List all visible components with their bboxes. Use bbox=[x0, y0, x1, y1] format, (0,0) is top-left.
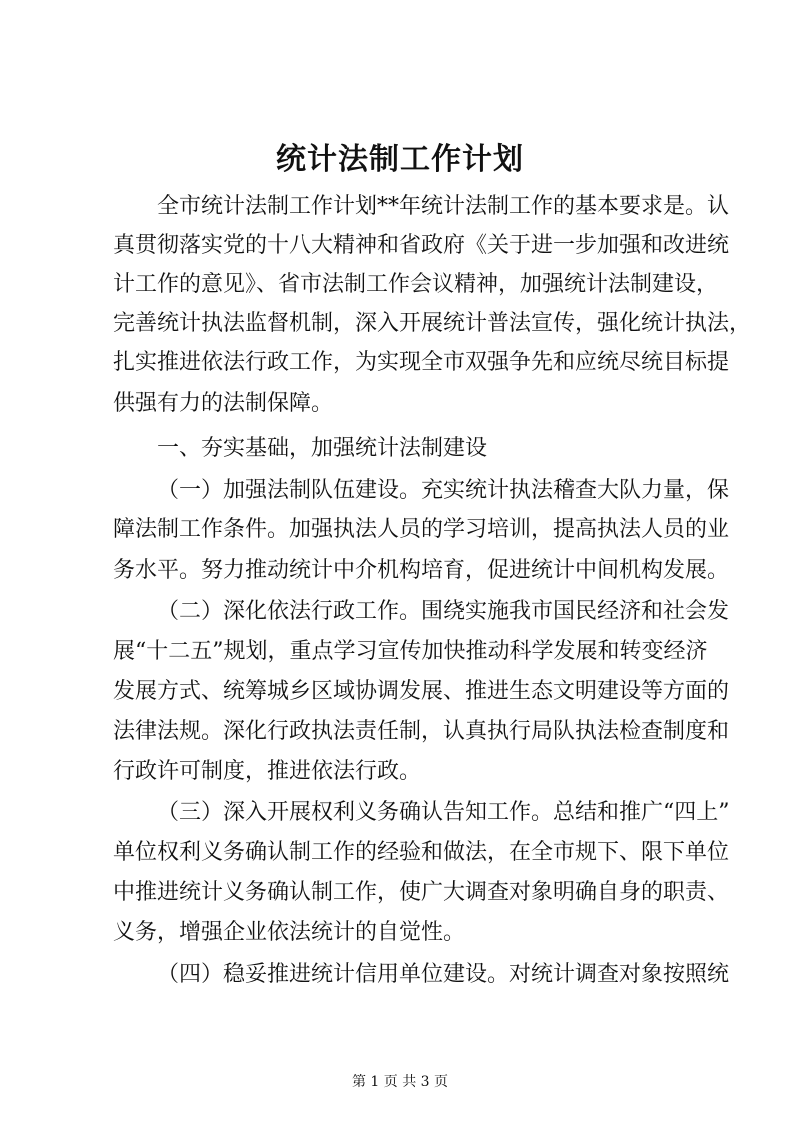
section-heading: 一、夯实基础，加强统计法制建设 bbox=[157, 436, 488, 461]
text-line: 发展方式、统筹城乡区域协调发展、推进生态文明建设等方面的 bbox=[113, 679, 730, 704]
text-line: （一）加强法制队伍建设。充实统计执法稽查大队力量，保 bbox=[157, 478, 730, 503]
text-line: 务水平。努力推动统计中介机构培育，促进统计中间机构发展。 bbox=[113, 558, 730, 583]
text-line: （三）深入开展权利义务确认告知工作。总结和推广“四上” bbox=[157, 800, 730, 825]
text-line: 障法制工作条件。加强执法人员的学习培训，提高执法人员的业 bbox=[113, 517, 730, 542]
text-line: 完善统计执法监督机制，深入开展统计普法宣传，强化统计执法， bbox=[113, 311, 752, 336]
text-line: 中推进统计义务确认制工作，使广大调查对象明确自身的职责、 bbox=[113, 880, 730, 905]
text-line: 展“十二五”规划，重点学习宣传加快推动科学发展和转变经济 bbox=[113, 639, 708, 664]
page-footer: 第 1 页 共 3 页 bbox=[351, 1074, 449, 1090]
text-line: （二）深化依法行政工作。围绕实施我市国民经济和社会发 bbox=[157, 599, 730, 624]
text-line: 供强有力的法制保障。 bbox=[113, 391, 334, 416]
text-line: 全市统计法制工作计划**年统计法制工作的基本要求是。认 bbox=[157, 194, 730, 219]
text-line: 扎实推进依法行政工作，为实现全市双强争先和应统尽统目标提 bbox=[113, 350, 730, 375]
document-title: 统计法制工作计划 bbox=[276, 142, 524, 177]
text-line: 行政许可制度，推进依法行政。 bbox=[113, 759, 422, 784]
text-line: （四）稳妥推进统计信用单位建设。对统计调查对象按照统 bbox=[157, 962, 730, 987]
text-line: 真贯彻落实党的十八大精神和省政府《关于进一步加强和改进统 bbox=[113, 233, 730, 258]
text-line: 计工作的意见》、省市法制工作会议精神，加强统计法制建设， bbox=[113, 272, 719, 297]
text-line: 义务，增强企业依法统计的自觉性。 bbox=[113, 920, 466, 945]
text-line: 法律法规。深化行政执法责任制，认真执行局队执法检查制度和 bbox=[113, 719, 730, 744]
text-line: 单位权利义务确认制工作的经验和做法，在全市规下、限下单位 bbox=[113, 840, 730, 865]
